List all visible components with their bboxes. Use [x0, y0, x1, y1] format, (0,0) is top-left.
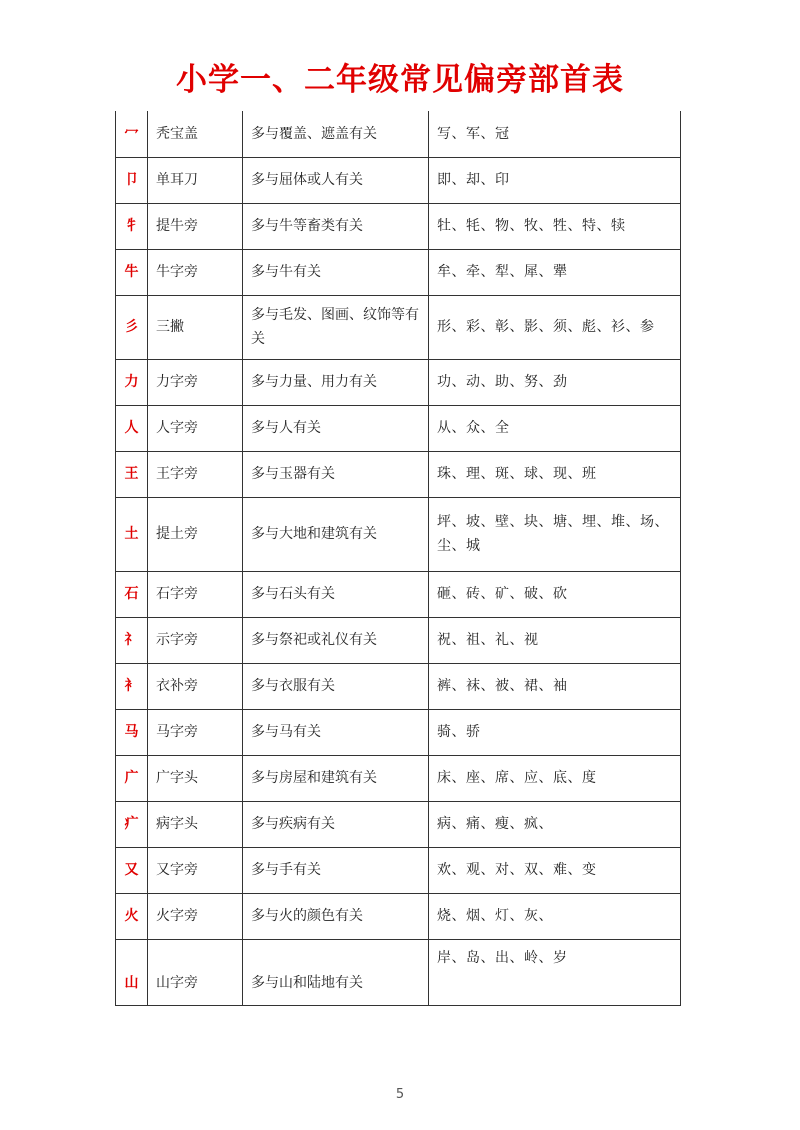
examples-cell: 砸、砖、矿、破、砍 [429, 571, 681, 617]
meaning-cell: 多与火的颜色有关 [243, 893, 429, 939]
meaning-cell: 多与毛发、图画、纹饰等有关 [243, 295, 429, 359]
table-row [116, 111, 681, 157]
radical-name-cell: 石字旁 [148, 571, 243, 617]
page-number: 5 [395, 1087, 405, 1102]
table-row [116, 847, 681, 893]
examples-cell: 珠、理、斑、球、现、班 [429, 451, 681, 497]
meaning-cell: 多与衣服有关 [243, 663, 429, 709]
meaning-cell: 多与人有关 [243, 405, 429, 451]
meaning-cell: 多与牛等畜类有关 [243, 203, 429, 249]
radical-cell: 火 [116, 893, 148, 939]
radical-name-cell: 牛字旁 [148, 249, 243, 295]
table-row [116, 295, 681, 359]
radical-cell: 王 [116, 451, 148, 497]
table-row [116, 709, 681, 755]
table-row [116, 359, 681, 405]
examples-cell: 坪、坡、壁、块、塘、埋、堆、场、尘、城 [429, 497, 681, 571]
examples-cell: 即、却、印 [429, 157, 681, 203]
meaning-cell: 多与手有关 [243, 847, 429, 893]
table-row [116, 801, 681, 847]
examples-cell: 烧、烟、灯、灰、 [429, 893, 681, 939]
examples-cell: 床、座、席、应、底、度 [429, 755, 681, 801]
radical-name-cell: 秃宝盖 [148, 111, 243, 157]
examples-cell: 病、痛、瘦、疯、 [429, 801, 681, 847]
examples-cell: 牡、牦、物、牧、牲、特、犊 [429, 203, 681, 249]
meaning-cell: 多与山和陆地有关 [243, 939, 429, 1005]
table-row [116, 617, 681, 663]
radical-cell: 又 [116, 847, 148, 893]
radical-name-cell: 山字旁 [148, 939, 243, 1005]
meaning-cell: 多与石头有关 [243, 571, 429, 617]
radical-name-cell: 示字旁 [148, 617, 243, 663]
radical-cell: 彡 [116, 295, 148, 359]
table-row [116, 663, 681, 709]
meaning-cell: 多与玉器有关 [243, 451, 429, 497]
radical-cell: 力 [116, 359, 148, 405]
radical-name-cell: 病字头 [148, 801, 243, 847]
table-row [116, 203, 681, 249]
examples-cell: 从、众、全 [429, 405, 681, 451]
page-title: 小学一、二年级常见偏旁部首表 [176, 62, 624, 98]
table-row [116, 571, 681, 617]
radical-cell: 山 [116, 939, 148, 1005]
table-row [116, 157, 681, 203]
meaning-cell: 多与覆盖、遮盖有关 [243, 111, 429, 157]
radical-name-cell: 火字旁 [148, 893, 243, 939]
table-row [116, 893, 681, 939]
radical-name-cell: 力字旁 [148, 359, 243, 405]
radical-name-cell: 人字旁 [148, 405, 243, 451]
radical-name-cell: 广字头 [148, 755, 243, 801]
radical-name-cell: 三撇 [148, 295, 243, 359]
meaning-cell: 多与牛有关 [243, 249, 429, 295]
radical-name-cell: 马字旁 [148, 709, 243, 755]
examples-cell: 功、动、助、努、劲 [429, 359, 681, 405]
radical-cell: 人 [116, 405, 148, 451]
radical-cell: 土 [116, 497, 148, 571]
radical-cell: 冖 [116, 111, 148, 157]
table-row [116, 405, 681, 451]
table-row [116, 939, 681, 1005]
radical-name-cell: 衣补旁 [148, 663, 243, 709]
table-row [116, 451, 681, 497]
radical-name-cell: 提牛旁 [148, 203, 243, 249]
radical-cell: 马 [116, 709, 148, 755]
radical-cell: 牜 [116, 203, 148, 249]
table-row [116, 497, 681, 571]
radical-cell: 衤 [116, 663, 148, 709]
radical-name-cell: 单耳刀 [148, 157, 243, 203]
radical-cell: 石 [116, 571, 148, 617]
meaning-cell: 多与大地和建筑有关 [243, 497, 429, 571]
radical-cell: 卩 [116, 157, 148, 203]
table-row [116, 249, 681, 295]
meaning-cell: 多与屈体或人有关 [243, 157, 429, 203]
meaning-cell: 多与疾病有关 [243, 801, 429, 847]
radical-name-cell: 王字旁 [148, 451, 243, 497]
radical-cell: 牛 [116, 249, 148, 295]
radical-cell: 疒 [116, 801, 148, 847]
examples-cell: 欢、观、对、双、难、变 [429, 847, 681, 893]
table-row [116, 755, 681, 801]
meaning-cell: 多与马有关 [243, 709, 429, 755]
meaning-cell: 多与房屋和建筑有关 [243, 755, 429, 801]
examples-cell: 祝、祖、礼、视 [429, 617, 681, 663]
examples-cell: 形、彩、彰、影、须、彪、衫、参 [429, 295, 681, 359]
radical-cell: 礻 [116, 617, 148, 663]
examples-cell: 牟、牵、犁、犀、犟 [429, 249, 681, 295]
meaning-cell: 多与力量、用力有关 [243, 359, 429, 405]
examples-cell: 写、军、冠 [429, 111, 681, 157]
examples-cell: 岸、岛、出、岭、岁 [429, 939, 681, 1005]
examples-cell: 骑、骄 [429, 709, 681, 755]
examples-cell: 裤、袜、被、裙、袖 [429, 663, 681, 709]
radicals-table [115, 111, 681, 1006]
meaning-cell: 多与祭祀或礼仪有关 [243, 617, 429, 663]
radical-cell: 广 [116, 755, 148, 801]
radical-name-cell: 提土旁 [148, 497, 243, 571]
radical-name-cell: 又字旁 [148, 847, 243, 893]
